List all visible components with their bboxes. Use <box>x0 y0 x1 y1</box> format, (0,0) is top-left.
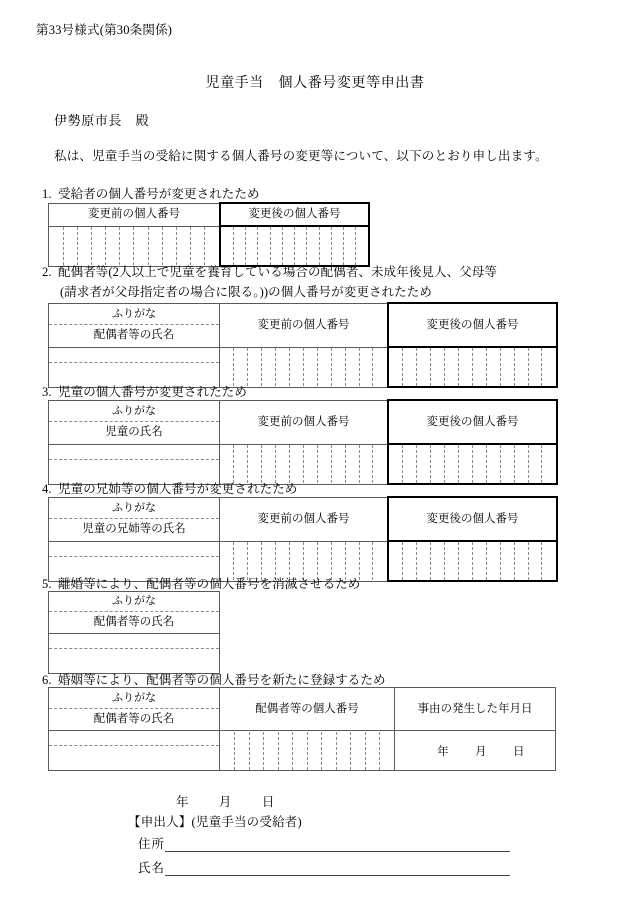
furigana-label-5: ふりがな <box>49 592 219 612</box>
submission-date[interactable] <box>176 792 275 810</box>
col-header-before-4: 変更前の個人番号 <box>220 497 389 541</box>
name-label-5: 配偶者等の氏名 <box>93 616 175 628</box>
addressee: 伊勢原市長 殿 <box>54 113 150 128</box>
section-5-table <box>48 591 220 674</box>
input-name-3[interactable] <box>49 444 220 484</box>
input-name-5[interactable] <box>49 634 220 674</box>
section-3-heading <box>42 382 247 400</box>
event-date-month-label: 月 <box>475 745 487 758</box>
submission-day-label: 日 <box>261 795 275 809</box>
name-label: 氏名 <box>138 861 166 875</box>
col-header-event-date-6: 事由の発生した年月日 <box>395 688 556 731</box>
input-after-number-4[interactable] <box>388 541 557 581</box>
address-input-line[interactable] <box>165 838 510 852</box>
name-label-2: 配偶者等の氏名 <box>93 328 175 341</box>
furigana-label-3: ふりがな <box>49 402 219 422</box>
input-before-number-3[interactable] <box>220 444 389 484</box>
col-header-before-1: 変更前の個人番号 <box>49 203 221 226</box>
section-6-number: 6. <box>42 673 52 687</box>
input-spouse-number-6[interactable] <box>220 731 395 771</box>
name-input-line[interactable] <box>165 862 510 876</box>
section-1-heading <box>42 184 260 202</box>
col-header-after-1: 変更後の個人番号 <box>220 203 369 226</box>
name-label-4: 児童の兄姉等の氏名 <box>82 522 186 535</box>
event-date-year-label: 年 <box>437 745 450 758</box>
applicant-heading: 【申出人】(児童手当の受給者) <box>128 815 302 829</box>
input-after-number-3[interactable] <box>388 444 557 484</box>
section-4-number: 4. <box>42 482 52 496</box>
section-5-number: 5. <box>42 577 52 591</box>
col-header-after-3: 変更後の個人番号 <box>388 400 557 444</box>
submission-month-label: 月 <box>218 795 232 809</box>
section-5-heading <box>42 574 360 592</box>
section-6-heading <box>42 670 386 688</box>
section-6-table <box>48 687 556 771</box>
name-header-3 <box>49 400 220 444</box>
section-1-title: 受給者の個人番号が変更されたため <box>58 187 260 201</box>
section-5-title: 離婚等により、配偶者等の個人番号を消滅させるため <box>58 577 361 591</box>
col-header-before-3: 変更前の個人番号 <box>220 400 389 444</box>
section-2-heading <box>42 262 497 300</box>
furigana-label-6: ふりがな <box>49 689 219 709</box>
section-4-table <box>48 496 558 582</box>
section-4-title: 児童の兄姉等の個人番号が変更されたため <box>58 482 298 496</box>
input-after-number-2[interactable] <box>388 347 557 387</box>
input-after-number-1[interactable] <box>220 226 369 266</box>
name-header-4 <box>49 497 220 541</box>
event-date-day-label: 日 <box>512 745 525 758</box>
section-1-table <box>48 202 370 267</box>
furigana-label-2: ふりがな <box>49 305 219 325</box>
input-name-6[interactable] <box>49 731 220 771</box>
input-before-number-2[interactable] <box>220 347 389 387</box>
preamble-text: 私は、児童手当の受給に関する個人番号の変更等について、以下のとおり申し出ます。 <box>54 149 548 163</box>
name-header-2 <box>49 303 220 347</box>
name-row[interactable] <box>138 858 510 876</box>
name-label-6: 配偶者等の氏名 <box>93 712 175 725</box>
name-header-5 <box>49 592 220 634</box>
section-2-table <box>48 302 558 388</box>
section-3-number: 3. <box>42 385 52 399</box>
section-3-table <box>48 399 558 485</box>
submission-year-label: 年 <box>176 795 189 809</box>
form-number: 第33号様式(第30条関係) <box>36 23 173 37</box>
col-header-spouse-number-6: 配偶者等の個人番号 <box>220 688 395 731</box>
section-1-number: 1. <box>42 187 52 201</box>
address-label: 住所 <box>138 837 166 851</box>
input-before-number-1[interactable] <box>49 226 221 266</box>
address-row[interactable] <box>138 834 510 852</box>
col-header-before-2: 変更前の個人番号 <box>220 303 389 347</box>
col-header-after-4: 変更後の個人番号 <box>388 497 557 541</box>
section-2-title: 配偶者等(2人以上で児童を養育している場合の配偶者、未成年後見人、父母等 <box>58 265 498 279</box>
name-header-6 <box>49 688 220 731</box>
section-3-title: 児童の個人番号が変更されたため <box>58 385 248 399</box>
section-6-title: 婚姻等により、配偶者等の個人番号を新たに登録するため <box>58 673 386 687</box>
name-label-3: 児童の氏名 <box>105 425 163 438</box>
input-event-date-6[interactable] <box>395 731 556 771</box>
furigana-label-4: ふりがな <box>49 499 219 519</box>
section-2-title-cont: (請求者が父母指定者の場合に限る。))の個人番号が変更されたため <box>60 285 432 299</box>
input-name-2[interactable] <box>49 347 220 387</box>
page-title: 児童手当 個人番号変更等申出書 <box>205 76 425 91</box>
col-header-after-2: 変更後の個人番号 <box>388 303 557 347</box>
section-2-number: 2. <box>42 265 52 279</box>
section-4-heading <box>42 479 297 497</box>
